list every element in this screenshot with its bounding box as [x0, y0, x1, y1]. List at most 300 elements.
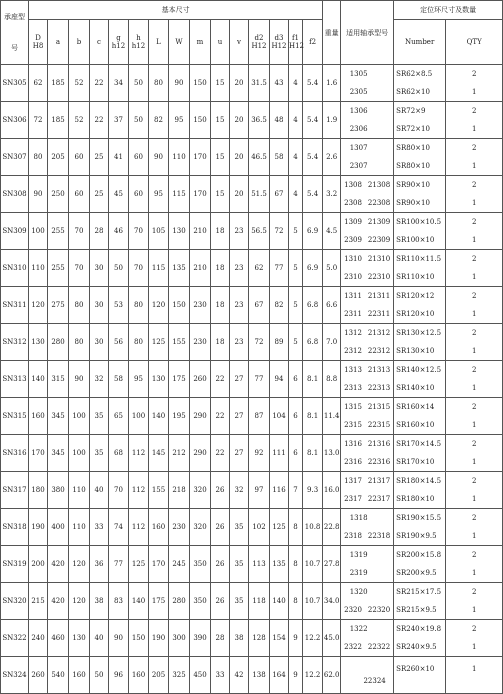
table-row [1, 213, 503, 250]
dim-cell: 26 [211, 509, 230, 546]
model-cell: SN312 [1, 324, 29, 361]
qty-cell-line: 1 [471, 310, 477, 318]
dim-cell: 6.9 [303, 213, 323, 250]
dim-cell: 212 [169, 435, 190, 472]
dim-cell: 420 [48, 583, 69, 620]
dim-cell: 70 [69, 250, 90, 287]
dim-cell: 102 [249, 509, 270, 546]
dim-cell: 540 [48, 657, 69, 694]
model-cell: SN310 [1, 250, 29, 287]
qty-cell [446, 287, 503, 324]
table-row [1, 65, 503, 102]
table-row [1, 472, 503, 509]
qty-cell-line: 2 [471, 255, 477, 263]
table-row [1, 435, 503, 472]
dim-cell: 65 [109, 398, 129, 435]
dim-cell: 125 [149, 324, 169, 361]
model-cell: SN316 [1, 435, 29, 472]
dim-cell: 50 [129, 102, 149, 139]
dim-cell: 33 [211, 657, 230, 694]
dim-cell: 46.5 [249, 139, 270, 176]
dim-cell: 89 [270, 324, 289, 361]
dim-cell: 110 [69, 509, 90, 546]
dim-cell: 130 [29, 324, 48, 361]
dim-cell: 67 [270, 176, 289, 213]
weight-header: 重量 [323, 1, 341, 65]
bearing-cell [341, 65, 394, 102]
qty-cell [446, 435, 503, 472]
col-header-dim: c [90, 20, 109, 65]
dim-cell: 80 [69, 287, 90, 324]
dim-cell: 15 [211, 65, 230, 102]
dim-cell: 68 [109, 435, 129, 472]
col-header-dim: a [48, 20, 69, 65]
dim-cell: 5 [289, 213, 303, 250]
dim-cell: 8.1 [303, 398, 323, 435]
ring-cell-line: SR72×10 [396, 125, 430, 133]
qty-cell-line: 1 [471, 643, 477, 651]
ring-cell-line: SR160×10 [396, 421, 435, 429]
ring-cell [394, 324, 446, 361]
weight-cell: 13.0 [323, 435, 341, 472]
table-row [1, 657, 503, 694]
dim-cell: 113 [249, 546, 270, 583]
qty-cell-line: 2 [471, 181, 477, 189]
dim-cell: 160 [29, 398, 48, 435]
dim-cell: 130 [169, 213, 190, 250]
bearing-cell-line: 21316 [367, 440, 391, 448]
dim-cell: 50 [90, 657, 109, 694]
ring-cell-line: SR62×10 [396, 88, 430, 96]
dim-cell: 6 [289, 361, 303, 398]
ring-cell-line: SR140×12.5 [396, 366, 442, 374]
bearing-cell-line: 22316 [367, 458, 391, 466]
weight-cell: 5.0 [323, 250, 341, 287]
bearing-cell-line: 22313 [367, 384, 391, 392]
dim-cell: 8 [289, 583, 303, 620]
bearing-cell-line: 2309 [344, 236, 362, 244]
table-row [1, 398, 503, 435]
bearing-cell-line: 1320 [349, 588, 368, 596]
dim-cell: 15 [211, 176, 230, 213]
qty-cell-line: 2 [471, 477, 477, 485]
dim-cell: 345 [48, 435, 69, 472]
dim-cell: 4 [289, 139, 303, 176]
weight-cell: 1.9 [323, 102, 341, 139]
bearing-cell-line: 21317 [367, 477, 391, 485]
dim-cell: 140 [29, 361, 48, 398]
dim-cell: 275 [48, 287, 69, 324]
dim-cell: 245 [169, 546, 190, 583]
dim-cell: 138 [249, 657, 270, 694]
dim-cell: 120 [149, 287, 169, 324]
dim-cell: 40 [90, 472, 109, 509]
dim-cell: 115 [169, 176, 190, 213]
dim-cell: 28 [90, 213, 109, 250]
bearing-cell-line: 22309 [367, 236, 391, 244]
dim-cell: 70 [109, 472, 129, 509]
dim-cell: 5 [289, 287, 303, 324]
dim-cell: 116 [270, 472, 289, 509]
weight-cell: 8.8 [323, 361, 341, 398]
qty-cell [446, 139, 503, 176]
dim-cell: 12.2 [303, 657, 323, 694]
dim-cell: 8.1 [303, 361, 323, 398]
model-cell: SN324 [1, 657, 29, 694]
dim-cell: 118 [249, 583, 270, 620]
qty-cell-line: 1 [471, 532, 477, 540]
dim-cell: 5 [289, 324, 303, 361]
dim-cell: 205 [149, 657, 169, 694]
weight-cell: 1.6 [323, 65, 341, 102]
dim-cell: 150 [190, 102, 211, 139]
dim-cell: 135 [169, 250, 190, 287]
dim-cell: 200 [29, 546, 48, 583]
ring-cell [394, 398, 446, 435]
dim-cell: 7 [289, 472, 303, 509]
bearing-cell-line: 2313 [344, 384, 362, 392]
dim-cell: 25 [90, 176, 109, 213]
qty-cell-line: 1 [471, 273, 477, 281]
dim-cell: 170 [149, 546, 169, 583]
dim-cell: 345 [48, 398, 69, 435]
qty-cell [446, 398, 503, 435]
dim-cell: 96 [109, 657, 129, 694]
weight-cell: 16.0 [323, 472, 341, 509]
bearing-cell-line: 2311 [344, 310, 362, 318]
bearing-cell [341, 176, 394, 213]
ring-cell-line: SR170×14.5 [396, 440, 442, 448]
dim-cell: 260 [190, 361, 211, 398]
dim-cell: 120 [69, 546, 90, 583]
dim-cell: 67 [249, 287, 270, 324]
weight-cell: 27.8 [323, 546, 341, 583]
dim-cell: 8.1 [303, 435, 323, 472]
dim-cell: 38 [230, 620, 249, 657]
dim-cell: 120 [29, 287, 48, 324]
dim-cell: 230 [169, 509, 190, 546]
dim-cell: 100 [69, 398, 90, 435]
dim-cell: 32 [230, 472, 249, 509]
model-cell: SN320 [1, 583, 29, 620]
dim-cell: 18 [211, 213, 230, 250]
dim-cell: 35 [90, 398, 109, 435]
ring-cell-line: SR260×10 [396, 665, 435, 673]
col-header-dim: m [190, 20, 211, 65]
dim-cell: 43 [270, 65, 289, 102]
bearing-cell-line: 1305 [349, 70, 368, 78]
dim-cell: 95 [149, 176, 169, 213]
bearing-cell-line: 1319 [349, 551, 368, 559]
dim-cell: 215 [29, 583, 48, 620]
dim-cell: 8 [289, 509, 303, 546]
ring-cell-line: SR140×10 [396, 384, 435, 392]
dim-cell: 77 [109, 546, 129, 583]
dim-cell: 50 [109, 250, 129, 287]
model-cell: SN311 [1, 287, 29, 324]
weight-cell: 3.2 [323, 176, 341, 213]
dim-cell: 130 [149, 361, 169, 398]
dim-cell: 27 [230, 435, 249, 472]
bearing-cell-line: 22324 [363, 677, 386, 685]
qty-cell-line: 1 [471, 236, 477, 244]
ring-cell-line: SR200×15.8 [396, 551, 442, 559]
bearing-cell-line: 21309 [367, 218, 391, 226]
qty-cell-line: 1 [471, 606, 477, 614]
dim-cell: 9.3 [303, 472, 323, 509]
dim-cell: 111 [270, 435, 289, 472]
bearing-cell-line: 22322 [367, 643, 391, 651]
dim-cell: 110 [29, 250, 48, 287]
ring-cell-line: SR215×17.5 [396, 588, 442, 596]
ring-cell-line: SR190×9.5 [396, 532, 437, 540]
dim-cell: 175 [149, 583, 169, 620]
qty-cell [446, 324, 503, 361]
dim-cell: 18 [211, 287, 230, 324]
qty-cell [446, 213, 503, 250]
dim-cell: 58 [109, 361, 129, 398]
qty-cell [446, 65, 503, 102]
ring-cell-line: SR180×10 [396, 495, 435, 503]
col-header-dim: d3 H12 [270, 20, 289, 65]
dim-cell: 27 [230, 398, 249, 435]
dim-cell: 128 [249, 620, 270, 657]
dim-cell: 56 [109, 324, 129, 361]
qty-cell-line: 1 [471, 665, 477, 673]
col-header-dim: u [211, 20, 230, 65]
dim-cell: 175 [169, 361, 190, 398]
qty-cell-line: 2 [471, 329, 477, 337]
dim-cell: 9 [289, 657, 303, 694]
dim-cell: 140 [270, 583, 289, 620]
dim-cell: 22 [211, 435, 230, 472]
ring-cell-line: SR90×10 [396, 199, 430, 207]
bearing-cell-line: 1312 [344, 329, 362, 337]
dim-cell: 60 [129, 139, 149, 176]
model-cell: SN313 [1, 361, 29, 398]
ring-cell [394, 620, 446, 657]
dim-cell: 125 [129, 546, 149, 583]
dim-cell: 240 [29, 620, 48, 657]
weight-cell: 45.0 [323, 620, 341, 657]
bearing-cell [341, 546, 394, 583]
dim-cell: 140 [129, 583, 149, 620]
model-cell: SN317 [1, 472, 29, 509]
table-row [1, 546, 503, 583]
dim-cell: 90 [109, 620, 129, 657]
weight-cell: 4.5 [323, 213, 341, 250]
ring-cell [394, 361, 446, 398]
bearing-cell-line: 1310 [344, 255, 362, 263]
qty-cell-line: 2 [471, 366, 477, 374]
qty-cell [446, 509, 503, 546]
bearing-cell-line: 21313 [367, 366, 391, 374]
qty-cell-line: 2 [471, 440, 477, 448]
dim-cell: 80 [29, 139, 48, 176]
dim-cell: 4 [289, 65, 303, 102]
dim-cell: 40 [90, 620, 109, 657]
dim-cell: 23 [230, 213, 249, 250]
ring-cell-line: SR100×10 [396, 236, 435, 244]
bearing-cell-line: 21308 [367, 181, 391, 189]
ring-cell-line: SR80×10 [396, 162, 430, 170]
col-header-dim: D H8 [29, 20, 48, 65]
ring-cell-line: SR215×9.5 [396, 606, 437, 614]
dim-cell: 70 [129, 213, 149, 250]
dim-cell: 42 [230, 657, 249, 694]
bearing-cell [341, 509, 394, 546]
dim-cell: 10.7 [303, 583, 323, 620]
bearing-cell-line: 1322 [349, 625, 368, 633]
bearing-cell-line: 1318 [349, 514, 368, 522]
qty-cell [446, 472, 503, 509]
dim-cell: 150 [190, 65, 211, 102]
dim-cell: 155 [169, 324, 190, 361]
qty-cell-line: 1 [471, 569, 477, 577]
ring-cell-line: SR180×14.5 [396, 477, 442, 485]
dim-cell: 15 [211, 139, 230, 176]
qty-cell-line: 1 [471, 199, 477, 207]
dim-cell: 90 [169, 65, 190, 102]
col-header-dim: W [169, 20, 190, 65]
dim-cell: 20 [230, 65, 249, 102]
dim-cell: 290 [190, 398, 211, 435]
dim-cell: 32 [90, 361, 109, 398]
qty-cell-line: 2 [471, 551, 477, 559]
dim-cell: 6.8 [303, 324, 323, 361]
bearing-cell-line: 1315 [344, 403, 362, 411]
model-cell: SN306 [1, 102, 29, 139]
dim-cell: 92 [249, 435, 270, 472]
bearing-cell-line: 22317 [367, 495, 391, 503]
bearing-cell-line: 1306 [349, 107, 368, 115]
bearing-cell-line: 2308 [344, 199, 362, 207]
dim-cell: 5.4 [303, 139, 323, 176]
bearing-cell-line: 21311 [367, 292, 391, 300]
dim-cell: 125 [270, 509, 289, 546]
dim-cell: 74 [109, 509, 129, 546]
dim-cell: 320 [190, 472, 211, 509]
ring-cell-line: SR90×10 [396, 181, 430, 189]
dim-cell: 4 [289, 176, 303, 213]
dim-cell: 170 [190, 176, 211, 213]
dim-cell: 15 [211, 102, 230, 139]
qty-cell-line: 2 [471, 588, 477, 596]
col-header-dim: f2 [303, 20, 323, 65]
ring-cell-line: SR120×12 [396, 292, 435, 300]
weight-cell: 34.0 [323, 583, 341, 620]
dim-cell: 22 [90, 65, 109, 102]
ring-cell [394, 176, 446, 213]
dim-cell: 23 [230, 324, 249, 361]
bearing-cell-line: 22308 [367, 199, 391, 207]
dim-cell: 110 [69, 472, 90, 509]
dim-cell: 280 [169, 583, 190, 620]
dim-cell: 35 [230, 583, 249, 620]
basic-dims-header: 基本尺寸 [29, 1, 323, 20]
dim-cell: 52 [69, 65, 90, 102]
dim-cell: 97 [249, 472, 270, 509]
dim-cell: 205 [48, 139, 69, 176]
dim-cell: 5.4 [303, 65, 323, 102]
dim-cell: 90 [69, 361, 90, 398]
dim-cell: 30 [90, 250, 109, 287]
bearing-cell [341, 583, 394, 620]
dim-cell: 34 [109, 65, 129, 102]
ring-cell [394, 472, 446, 509]
qty-cell-line: 2 [471, 218, 477, 226]
dim-cell: 325 [169, 657, 190, 694]
dim-cell: 83 [109, 583, 129, 620]
bearing-cell-line: 2319 [349, 569, 368, 577]
dim-cell: 12.2 [303, 620, 323, 657]
ring-cell-line: SR120×10 [396, 310, 435, 318]
dim-cell: 230 [190, 287, 211, 324]
weight-cell: 7.0 [323, 324, 341, 361]
dim-cell: 10.8 [303, 509, 323, 546]
qty-cell-line: 1 [471, 384, 477, 392]
dim-cell: 190 [149, 620, 169, 657]
bearing-cell-line: 2305 [349, 88, 368, 96]
dim-cell: 164 [270, 657, 289, 694]
dim-cell: 315 [48, 361, 69, 398]
qty-cell [446, 546, 503, 583]
ring-cell-line: SR80×10 [396, 144, 430, 152]
dim-cell: 260 [29, 657, 48, 694]
model-cell: SN322 [1, 620, 29, 657]
dim-cell: 130 [69, 620, 90, 657]
dim-cell: 400 [48, 509, 69, 546]
bearing-model-header: 适用轴承型号 [341, 1, 394, 65]
dim-cell: 100 [129, 398, 149, 435]
dim-cell: 135 [270, 546, 289, 583]
dim-cell: 26 [211, 472, 230, 509]
dim-cell: 140 [149, 398, 169, 435]
bearing-cell [341, 213, 394, 250]
dim-cell: 77 [249, 361, 270, 398]
dim-cell: 20 [230, 139, 249, 176]
dim-cell: 150 [129, 620, 149, 657]
dim-cell: 350 [190, 546, 211, 583]
dim-cell: 50 [129, 65, 149, 102]
bearing-cell-line: 2312 [344, 347, 362, 355]
dim-cell: 255 [48, 213, 69, 250]
dim-cell: 420 [48, 546, 69, 583]
dim-cell: 46 [109, 213, 129, 250]
weight-cell: 22.8 [323, 509, 341, 546]
bearing-cell-line: 2320 [344, 606, 362, 614]
dim-cell: 45 [109, 176, 129, 213]
ring-cell-line: SR130×10 [396, 347, 435, 355]
dim-cell: 26 [211, 583, 230, 620]
table-row [1, 176, 503, 213]
dim-cell: 33 [90, 509, 109, 546]
dim-cell: 120 [69, 583, 90, 620]
qty-cell-line: 1 [471, 458, 477, 466]
dim-cell: 170 [190, 139, 211, 176]
dim-cell: 53 [109, 287, 129, 324]
weight-cell: 2.6 [323, 139, 341, 176]
bearing-cell [341, 287, 394, 324]
dim-cell: 160 [149, 509, 169, 546]
bearing-cell-line: 1316 [344, 440, 362, 448]
model-cell: SN319 [1, 546, 29, 583]
dim-cell: 22 [90, 102, 109, 139]
dim-cell: 112 [129, 472, 149, 509]
ring-cell [394, 435, 446, 472]
model-cell: SN305 [1, 65, 29, 102]
dim-cell: 18 [211, 324, 230, 361]
